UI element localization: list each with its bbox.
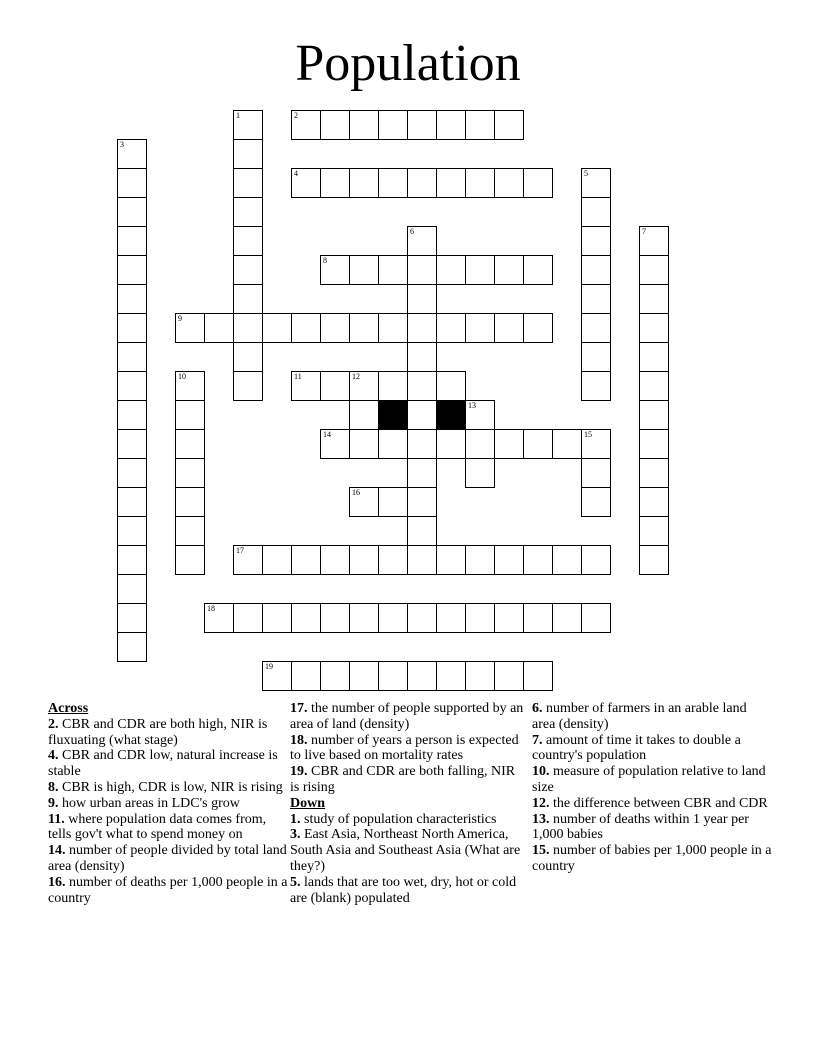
clue-item-number: 6.	[532, 701, 543, 716]
grid-cell[interactable]	[291, 371, 321, 401]
clue-item	[48, 843, 288, 875]
clue-number: 8	[323, 256, 327, 265]
grid-cell[interactable]	[581, 284, 611, 314]
grid-cell[interactable]	[494, 545, 524, 575]
grid-cell[interactable]	[320, 603, 350, 633]
grid-cell[interactable]	[407, 603, 437, 633]
clue-number: 5	[584, 169, 588, 178]
clue-number: 3	[120, 140, 124, 149]
grid-cell[interactable]	[581, 197, 611, 227]
clue-number: 6	[410, 227, 414, 236]
grid-cell[interactable]	[233, 284, 263, 314]
grid-cell[interactable]	[233, 139, 263, 169]
grid-cell[interactable]	[523, 168, 553, 198]
clues-column-1	[48, 701, 288, 906]
grid-cell[interactable]	[407, 168, 437, 198]
clue-item-number: 17.	[290, 701, 308, 716]
clues-column-2	[290, 701, 526, 906]
clue-item	[48, 875, 288, 907]
grid-cell[interactable]	[639, 255, 669, 285]
clue-item	[532, 796, 772, 812]
grid-cell[interactable]	[465, 168, 495, 198]
grid-cell[interactable]	[117, 313, 147, 343]
clue-item-text: East Asia, Northeast North America, South Asia and Southeast Asia (What are they?)	[290, 827, 521, 874]
grid-cell[interactable]	[639, 545, 669, 575]
grid-cell[interactable]	[349, 603, 379, 633]
grid-cell[interactable]	[378, 110, 408, 140]
grid-cell[interactable]	[175, 516, 205, 546]
clue-item-number: 15.	[532, 843, 550, 859]
grid-cell[interactable]	[552, 603, 582, 633]
grid-cell[interactable]	[581, 545, 611, 575]
grid-cell[interactable]	[349, 429, 379, 459]
grid-cell[interactable]	[117, 603, 147, 633]
clue-item-number: 18.	[290, 732, 308, 748]
grid-cell[interactable]	[581, 226, 611, 256]
grid-cell[interactable]	[407, 284, 437, 314]
clue-item-number: 3.	[290, 827, 301, 843]
clue-number: 14	[323, 430, 331, 439]
grid-cell[interactable]	[233, 342, 263, 372]
grid-cell[interactable]	[494, 661, 524, 691]
grid-cell[interactable]	[436, 313, 466, 343]
grid-cell[interactable]	[291, 603, 321, 633]
grid-cell[interactable]	[349, 545, 379, 575]
clue-item-text: CBR and CDR are both falling, NIR is rising	[290, 764, 516, 795]
grid-cell[interactable]	[349, 400, 379, 430]
clue-item-number: 5.	[290, 874, 301, 890]
grid-cell[interactable]	[378, 661, 408, 691]
grid-cell[interactable]	[436, 371, 466, 401]
clue-item-number: 19.	[290, 764, 308, 780]
grid-cell[interactable]	[465, 661, 495, 691]
clue-item	[532, 843, 772, 875]
clue-item	[532, 733, 772, 765]
grid-cell[interactable]	[320, 313, 350, 343]
grid-cell[interactable]	[233, 371, 263, 401]
grid-cell[interactable]	[407, 110, 437, 140]
clue-item-number: 8.	[48, 779, 59, 795]
grid-cell[interactable]	[175, 400, 205, 430]
grid-cell[interactable]	[523, 313, 553, 343]
grid-cell[interactable]	[494, 168, 524, 198]
grid-cell[interactable]	[175, 487, 205, 517]
grid-cell[interactable]	[494, 313, 524, 343]
clue-item	[48, 796, 288, 812]
grid-cell[interactable]	[581, 429, 611, 459]
grid-cell[interactable]	[465, 545, 495, 575]
grid-cell[interactable]	[494, 429, 524, 459]
clue-item	[290, 701, 526, 733]
clue-item	[48, 748, 288, 780]
grid-cell[interactable]	[581, 487, 611, 517]
clue-item	[290, 733, 526, 765]
grid-cell[interactable]	[581, 603, 611, 633]
grid-cell[interactable]	[436, 110, 466, 140]
clue-item	[48, 812, 288, 844]
clue-item	[290, 764, 526, 796]
grid-cell[interactable]	[117, 458, 147, 488]
clue-number: 2	[294, 111, 298, 120]
black-square	[436, 400, 466, 430]
clue-item-text: CBR and CDR are both high, NIR is fluxuating (what stage)	[48, 716, 268, 748]
grid-cell[interactable]	[494, 255, 524, 285]
grid-cell[interactable]	[378, 313, 408, 343]
grid-cell[interactable]	[407, 226, 437, 256]
grid-cell[interactable]	[349, 255, 379, 285]
grid-cell[interactable]	[320, 255, 350, 285]
grid-cell[interactable]	[349, 661, 379, 691]
clue-item-text: lands that are too wet, dry, hot or cold are (blank) populated	[290, 874, 517, 906]
clue-number: 17	[236, 546, 244, 555]
grid-cell[interactable]	[320, 545, 350, 575]
grid-cell[interactable]	[494, 110, 524, 140]
grid-cell[interactable]	[175, 429, 205, 459]
grid-cell[interactable]	[581, 313, 611, 343]
grid-cell[interactable]	[378, 545, 408, 575]
grid-cell[interactable]	[523, 545, 553, 575]
grid-cell[interactable]	[639, 458, 669, 488]
grid-cell[interactable]	[117, 226, 147, 256]
grid-cell[interactable]	[349, 168, 379, 198]
grid-cell[interactable]	[407, 400, 437, 430]
clue-item	[290, 827, 526, 874]
clue-item-text: CBR is high, CDR is low, NIR is rising	[58, 779, 283, 795]
clue-number: 7	[642, 227, 646, 236]
grid-cell[interactable]	[378, 603, 408, 633]
grid-cell[interactable]	[117, 632, 147, 662]
grid-cell[interactable]	[378, 168, 408, 198]
clue-item	[48, 780, 288, 796]
grid-cell[interactable]	[581, 168, 611, 198]
grid-cell[interactable]	[436, 168, 466, 198]
grid-cell[interactable]	[465, 458, 495, 488]
grid-cell[interactable]	[639, 516, 669, 546]
grid-cell[interactable]	[117, 371, 147, 401]
clue-item	[532, 701, 772, 733]
grid-cell[interactable]	[175, 458, 205, 488]
grid-cell[interactable]	[407, 458, 437, 488]
grid-cell[interactable]	[175, 545, 205, 575]
grid-cell[interactable]	[436, 545, 466, 575]
grid-cell[interactable]	[407, 661, 437, 691]
grid-cell[interactable]	[117, 487, 147, 517]
black-square	[378, 400, 408, 430]
grid-cell[interactable]	[465, 429, 495, 459]
grid-cell[interactable]	[436, 603, 466, 633]
grid-cell[interactable]	[407, 487, 437, 517]
grid-cell[interactable]	[407, 371, 437, 401]
clue-item-text: CBR and CDR low, natural increase is stable	[48, 748, 278, 780]
grid-cell[interactable]	[436, 255, 466, 285]
grid-cell[interactable]	[639, 226, 669, 256]
grid-cell[interactable]	[465, 400, 495, 430]
grid-cell[interactable]	[262, 545, 292, 575]
grid-cell[interactable]	[117, 284, 147, 314]
clue-number: 19	[265, 662, 273, 671]
grid-cell[interactable]	[552, 429, 582, 459]
clue-number: 1	[236, 111, 240, 120]
clue-item-text: number of farmers in an arable land area (density)	[532, 701, 747, 732]
grid-cell[interactable]	[117, 197, 147, 227]
grid-cell[interactable]	[523, 255, 553, 285]
grid-cell[interactable]	[639, 429, 669, 459]
clue-number: 10	[178, 372, 186, 381]
grid-cell[interactable]	[407, 313, 437, 343]
clue-number: 18	[207, 604, 215, 613]
grid-cell[interactable]	[349, 371, 379, 401]
clue-number: 16	[352, 488, 360, 497]
grid-cell[interactable]	[233, 197, 263, 227]
grid-cell[interactable]	[639, 313, 669, 343]
clue-item-number: 4.	[48, 748, 59, 764]
grid-cell[interactable]	[262, 603, 292, 633]
grid-cell[interactable]	[204, 603, 234, 633]
clue-item	[290, 812, 526, 828]
grid-cell[interactable]	[233, 255, 263, 285]
grid-cell[interactable]	[117, 255, 147, 285]
clue-item-text: number of people divided by total land area (density)	[48, 843, 287, 874]
grid-cell[interactable]	[320, 371, 350, 401]
clue-item-number: 7.	[532, 732, 543, 748]
grid-cell[interactable]	[117, 168, 147, 198]
clue-item-text: number of deaths within 1 year per 1,000 babies	[532, 811, 749, 843]
clue-number: 4	[294, 169, 298, 178]
grid-cell[interactable]	[436, 661, 466, 691]
grid-cell[interactable]	[262, 661, 292, 691]
clue-number: 11	[294, 372, 302, 381]
grid-cell[interactable]	[523, 603, 553, 633]
grid-cell[interactable]	[465, 110, 495, 140]
grid-cell[interactable]	[581, 458, 611, 488]
clue-number: 13	[468, 401, 476, 410]
grid-cell[interactable]	[117, 400, 147, 430]
grid-cell[interactable]	[407, 429, 437, 459]
grid-cell[interactable]	[523, 429, 553, 459]
down-heading: Down	[290, 795, 326, 811]
grid-cell[interactable]	[291, 168, 321, 198]
clue-item	[532, 764, 772, 796]
grid-cell[interactable]	[117, 574, 147, 604]
clue-item	[48, 717, 288, 749]
grid-cell[interactable]	[204, 313, 234, 343]
clue-item-number: 12.	[532, 795, 550, 811]
grid-cell[interactable]	[523, 661, 553, 691]
clue-item-text: measure of population relative to land size	[532, 764, 766, 795]
grid-cell[interactable]	[117, 342, 147, 372]
grid-cell[interactable]	[349, 487, 379, 517]
grid-cell[interactable]	[291, 661, 321, 691]
grid-cell[interactable]	[639, 400, 669, 430]
grid-cell[interactable]	[378, 429, 408, 459]
clue-item	[532, 812, 772, 844]
grid-cell[interactable]	[581, 342, 611, 372]
grid-cell[interactable]	[233, 226, 263, 256]
grid-cell[interactable]	[639, 487, 669, 517]
grid-cell[interactable]	[291, 545, 321, 575]
grid-cell[interactable]	[465, 255, 495, 285]
grid-cell[interactable]	[378, 255, 408, 285]
across-heading: Across	[48, 701, 89, 716]
grid-cell[interactable]	[436, 429, 466, 459]
clue-item-number: 16.	[48, 874, 66, 890]
grid-cell[interactable]	[494, 603, 524, 633]
grid-cell[interactable]	[407, 516, 437, 546]
grid-cell[interactable]	[407, 342, 437, 372]
grid-cell[interactable]	[407, 255, 437, 285]
grid-cell[interactable]	[233, 545, 263, 575]
clue-number: 12	[352, 372, 360, 381]
grid-cell[interactable]	[291, 313, 321, 343]
grid-cell[interactable]	[117, 429, 147, 459]
grid-cell[interactable]	[233, 313, 263, 343]
clue-item-text: number of babies per 1,000 people in a country	[532, 843, 772, 874]
clue-item-number: 13.	[532, 811, 550, 827]
grid-cell[interactable]	[117, 545, 147, 575]
clue-item-text: number of years a person is expected to live based on mortality rates	[290, 732, 519, 764]
grid-cell[interactable]	[639, 284, 669, 314]
grid-cell[interactable]	[320, 168, 350, 198]
grid-cell[interactable]	[320, 110, 350, 140]
clue-item-text: amount of time it takes to double a country's population	[532, 732, 741, 764]
clue-item-text: number of deaths per 1,000 people in a country	[48, 874, 288, 906]
clue-item-text: where population data comes from, tells gov't what to spend money on	[48, 811, 267, 843]
grid-cell[interactable]	[378, 487, 408, 517]
puzzle-title: Population	[295, 35, 521, 92]
grid-cell[interactable]	[117, 516, 147, 546]
grid-cell[interactable]	[465, 313, 495, 343]
clue-item-number: 9.	[48, 795, 59, 811]
grid-cell[interactable]	[291, 110, 321, 140]
clue-item-number: 10.	[532, 764, 550, 780]
grid-cell[interactable]	[639, 342, 669, 372]
grid-cell[interactable]	[349, 110, 379, 140]
grid-cell[interactable]	[320, 429, 350, 459]
grid-cell[interactable]	[407, 545, 437, 575]
grid-cell[interactable]	[639, 371, 669, 401]
grid-cell[interactable]	[378, 371, 408, 401]
grid-cell[interactable]	[552, 545, 582, 575]
clue-item-number: 14.	[48, 843, 66, 859]
grid-cell[interactable]	[320, 661, 350, 691]
grid-cell[interactable]	[349, 313, 379, 343]
grid-cell[interactable]	[233, 110, 263, 140]
clue-item-number: 11.	[48, 811, 65, 827]
grid-cell[interactable]	[175, 371, 205, 401]
grid-cell[interactable]	[117, 139, 147, 169]
clue-item-number: 1.	[290, 811, 301, 827]
clues-column-3	[532, 701, 772, 875]
grid-cell[interactable]	[175, 313, 205, 343]
grid-cell[interactable]	[233, 168, 263, 198]
clue-item-text: study of population characteristics	[300, 811, 497, 827]
clue-item	[290, 875, 526, 907]
grid-cell[interactable]	[233, 603, 263, 633]
grid-cell[interactable]	[581, 255, 611, 285]
grid-cell[interactable]	[581, 371, 611, 401]
grid-cell[interactable]	[262, 313, 292, 343]
clue-number: 15	[584, 430, 592, 439]
grid-cell[interactable]	[465, 603, 495, 633]
clue-number: 9	[178, 314, 182, 323]
clue-item-number: 2.	[48, 716, 59, 732]
clue-item-text: the number of people supported by an area of land (density)	[290, 701, 524, 732]
clue-item-text: how urban areas in LDC's grow	[58, 795, 240, 811]
clue-item-text: the difference between CBR and CDR	[549, 795, 768, 811]
